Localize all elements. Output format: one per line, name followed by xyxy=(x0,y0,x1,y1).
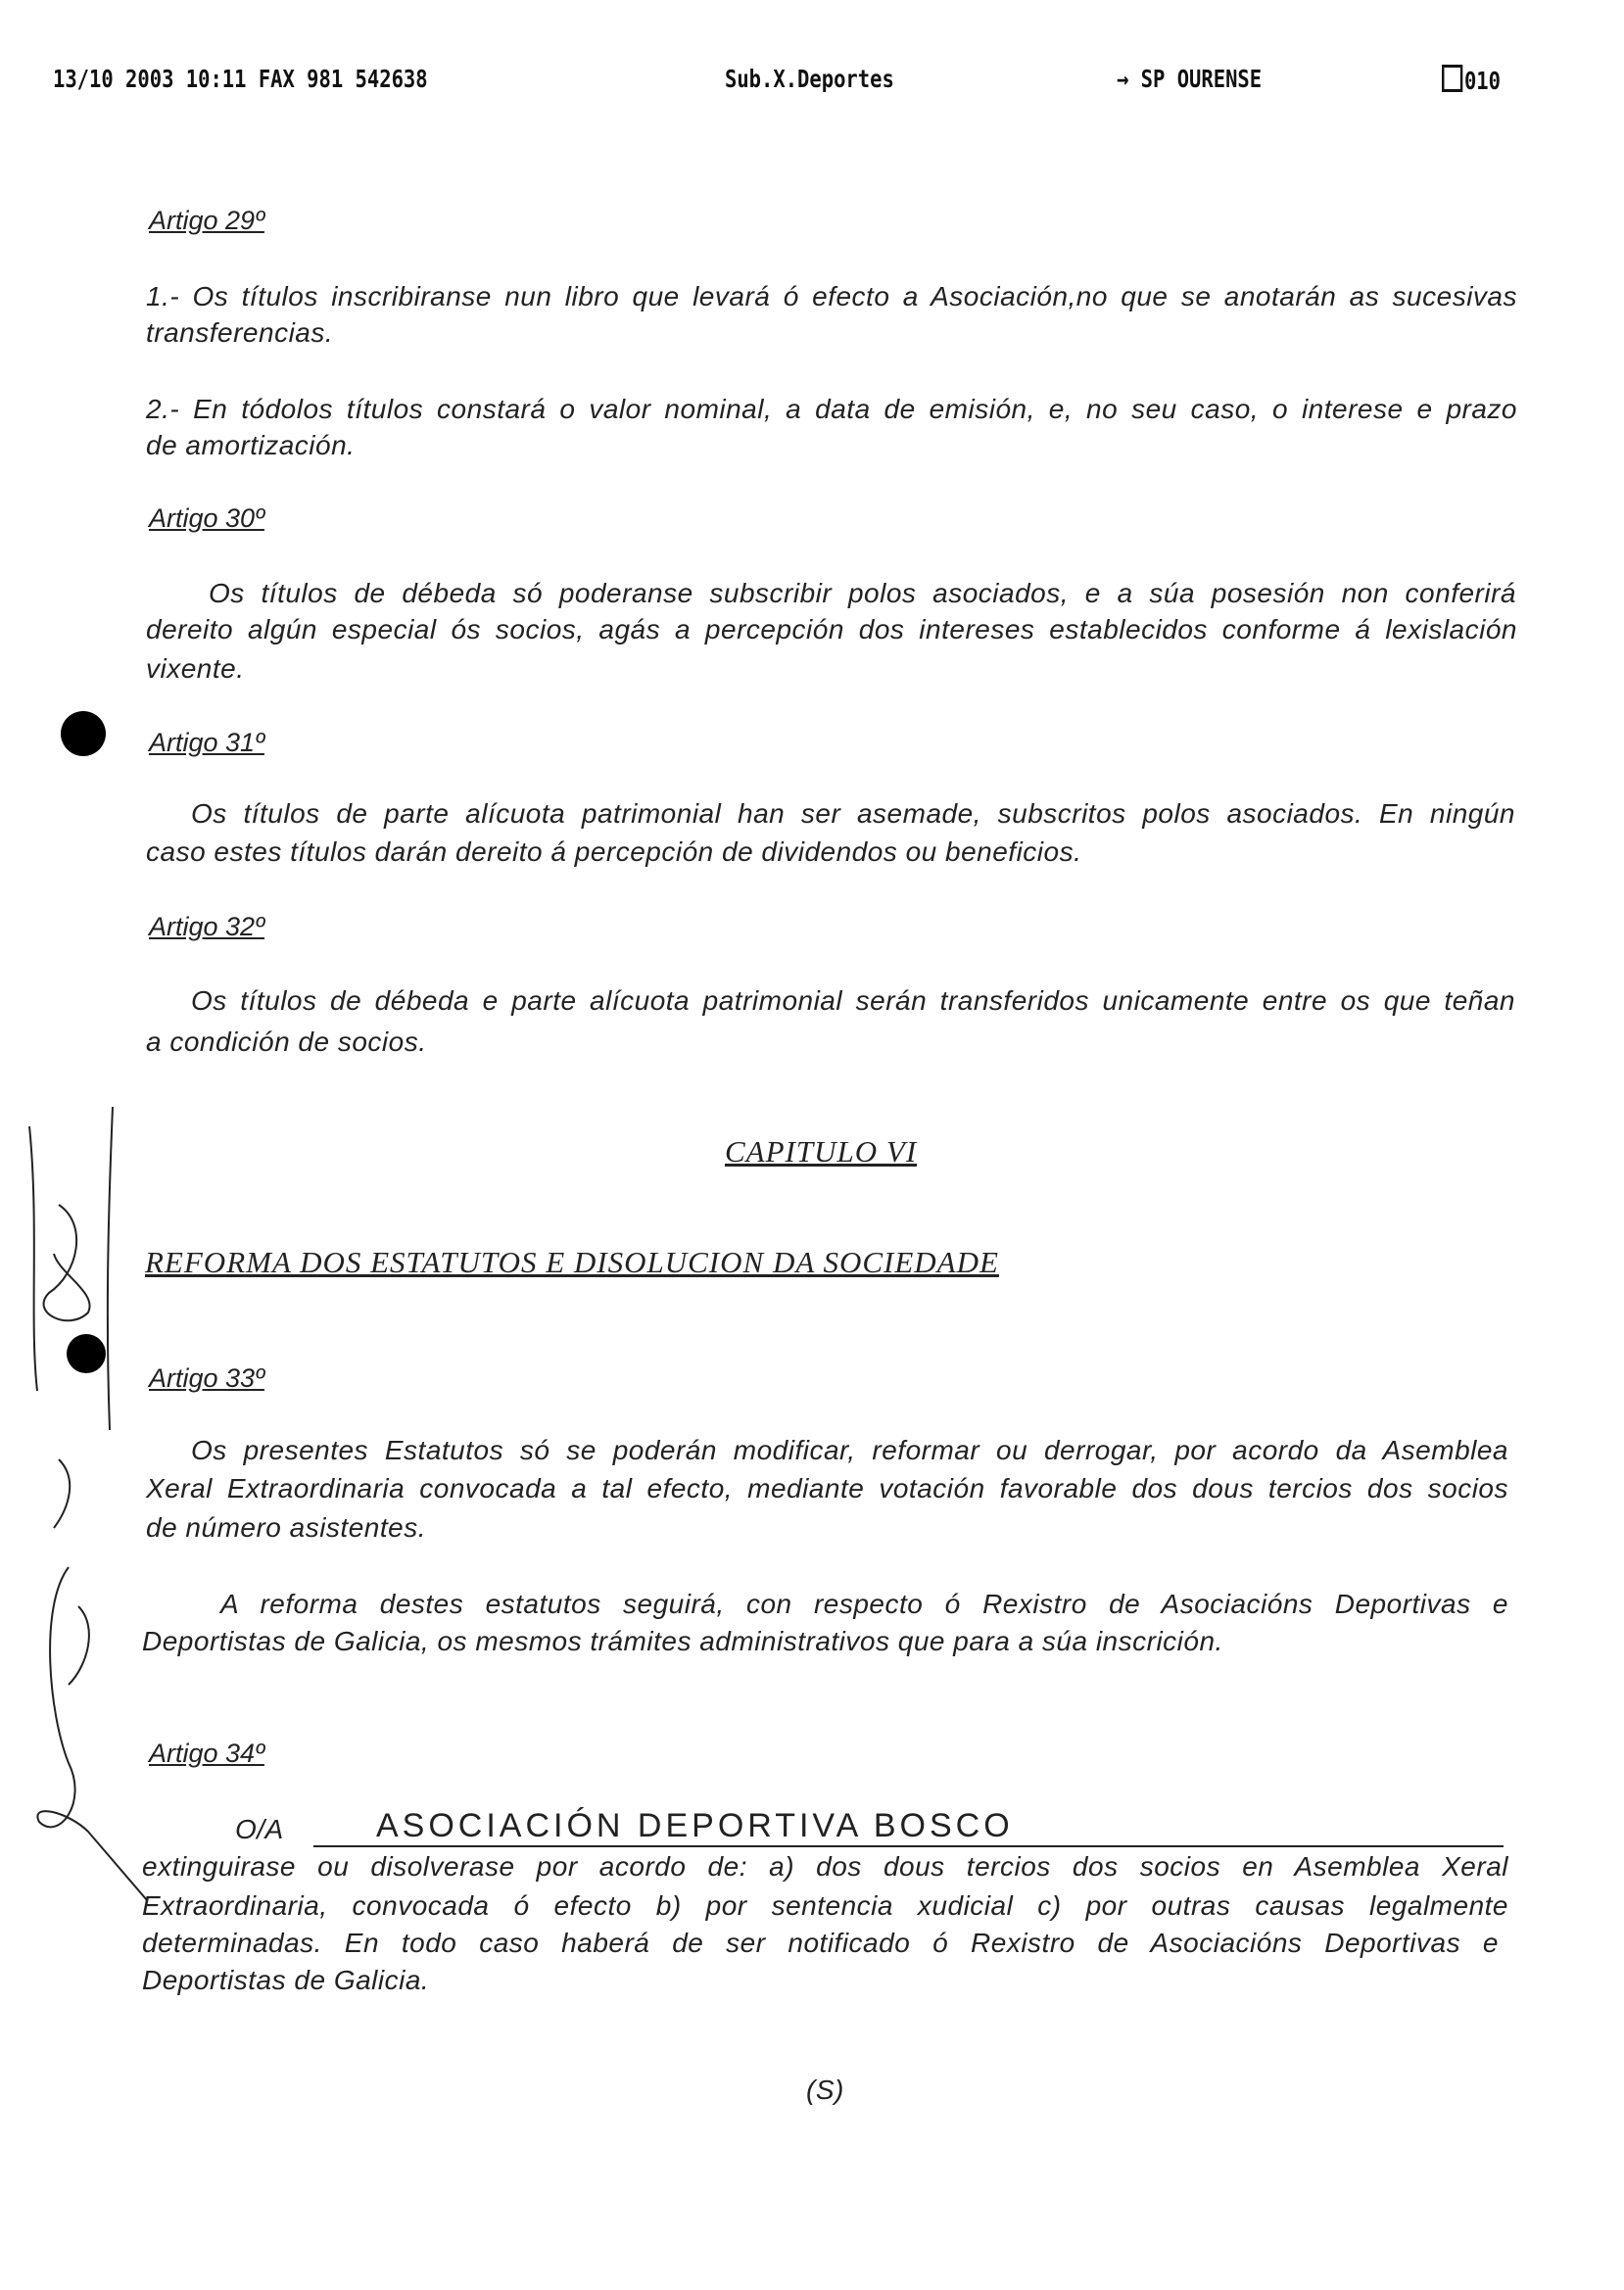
page-number: (S) xyxy=(806,2075,844,2105)
article-34-line: Extraordinaria, convocada ó efecto b) por sentencia xudicial c) por outras causas legalmente xyxy=(142,1890,1508,1921)
article-34-line: Deportistas de Galicia. xyxy=(142,1965,430,1995)
article-29-line: transferencias. xyxy=(146,317,334,348)
article-33-line: de número asistentes. xyxy=(146,1512,426,1543)
chapter-heading: CAPITULO VI xyxy=(725,1134,918,1169)
margin-signatures xyxy=(0,0,157,2290)
article-34-line: determinadas. En todo caso haberá de ser notificado ó Rexistro de Asociacións Deportivas e xyxy=(142,1928,1499,1958)
fax-page-number: 010 xyxy=(1463,67,1501,95)
article-34-title: Artigo 34º xyxy=(149,1739,264,1768)
fill-in-line xyxy=(313,1845,1504,1847)
handwritten-association-name: ASOCIACIÓN DEPORTIVA BOSCO xyxy=(376,1807,1014,1844)
article-29-line: 1.- Os títulos inscribiranse nun libro que levará ó efecto a Asociación,no que se anotarán as sucesivas xyxy=(146,281,1517,311)
signature-stroke xyxy=(108,1107,113,1430)
article-34-prefix: O/A xyxy=(235,1814,284,1844)
article-32-title: Artigo 32º xyxy=(149,912,264,941)
article-30-line: vixente. xyxy=(146,653,245,684)
article-33-line: A reforma destes estatutos seguirá, con respecto ó Rexistro de Asociacións Deportivas e xyxy=(220,1589,1508,1619)
signature-stroke xyxy=(29,1126,37,1391)
article-30-line: Os títulos de débeda só poderanse subscribir polos asociados, e a súa posesión non conferirá xyxy=(209,578,1516,608)
fax-datetime-number: 13/10 2003 10:11 FAX 981 542638 xyxy=(53,65,428,93)
signature-stroke xyxy=(37,1567,147,1900)
article-32-line: a condición de socios. xyxy=(146,1026,427,1057)
signature-stroke xyxy=(69,1606,89,1685)
fax-recipient: → SP OURENSE xyxy=(1117,65,1263,93)
article-32-line: Os títulos de débeda e parte alícuota patrimonial serán transferidos unicamente entre os que teñan xyxy=(191,985,1515,1016)
chapter-title: REFORMA DOS ESTATUTOS E DISOLUCION DA SOCIEDADE xyxy=(145,1245,999,1279)
article-33-line: Deportistas de Galicia, os mesmos trámites administrativos que para a súa inscrición. xyxy=(142,1626,1223,1656)
article-33-line: Os presentes Estatutos só se poderán modificar, reformar ou derrogar, por acordo da Asemblea xyxy=(191,1435,1508,1465)
article-31-line: caso estes títulos darán dereito á percepción de dividendos ou beneficios. xyxy=(146,836,1082,867)
article-29-title: Artigo 29º xyxy=(149,206,264,235)
signature-stroke xyxy=(54,1459,70,1528)
punch-hole-mark xyxy=(67,1334,106,1373)
article-31-title: Artigo 31º xyxy=(149,728,264,757)
article-31-line: Os títulos de parte alícuota patrimonial han ser asemade, subscritos polos asociados. En ningún xyxy=(191,798,1515,829)
article-29-line: 2.- En tódolos títulos constará o valor nominal, a data de emisión, e, no seu caso, o interese e prazo xyxy=(146,394,1517,424)
article-34-line: extinguirase ou disolverase por acordo de: a) dos dous tercios dos socios en Asemblea Xeral xyxy=(142,1851,1508,1882)
fax-page-icon xyxy=(1442,65,1462,92)
fax-page xyxy=(1442,65,1501,95)
signature-stroke xyxy=(44,1205,90,1320)
fax-sender: Sub.X.Deportes xyxy=(725,65,894,93)
article-30-line: dereito algún especial ós socios, agás a percepción dos intereses establecidos conforme á lexislación xyxy=(146,614,1517,644)
article-29-line: de amortización. xyxy=(146,430,356,460)
article-33-line: Xeral Extraordinaria convocada a tal efecto, mediante votación favorable dos dous tercios dos socios xyxy=(146,1473,1508,1503)
article-33-title: Artigo 33º xyxy=(149,1363,264,1393)
article-30-title: Artigo 30º xyxy=(149,503,264,533)
